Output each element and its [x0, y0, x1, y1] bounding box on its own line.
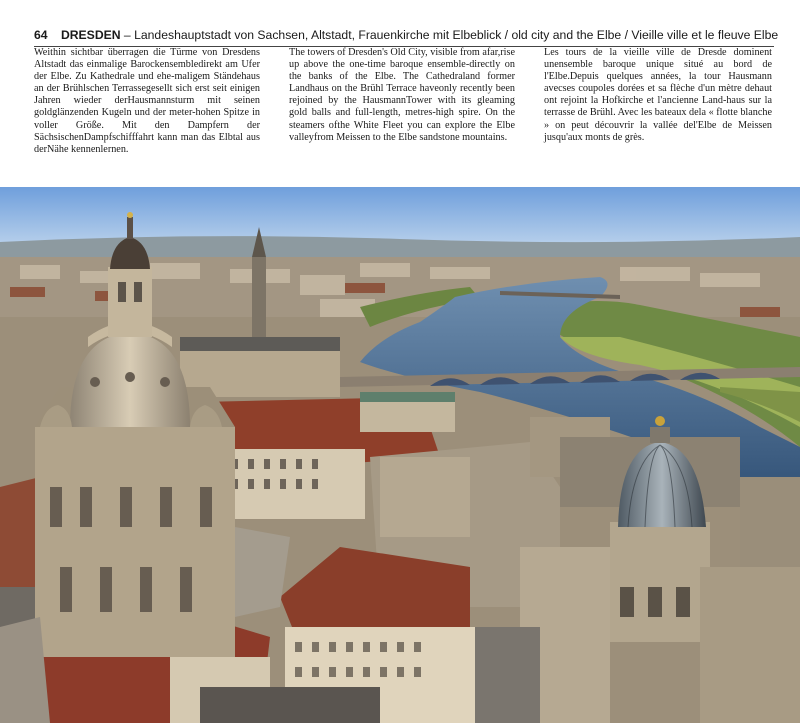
text-column-german: Weithin sichtbar überragen die Türme von Dresdens Altstadt das einmalige Barockensembledirekt am Ufer der Elbe. Zu Kathedrale und ehe-maligem Ständehaus an der Brühlschen Terrassegesellt sich erst seit einigen Jahren wieder derHausmannsturm mit seinen goldglänzenden Kugeln und der meter-hohen Spitze in voller Größe. Mit den Dampfern der SächsischenDampfschifffahrt kann man das Elbtal aus derNähe kennenlernen.	[34, 47, 260, 155]
dresden-aerial-illustration	[0, 187, 800, 723]
text-column-french: Les tours de la vieille ville de Dresde dominent unensemble baroque unique situé au bord de l'Elbe.Depuis quelques années, la tour Hausmann avecses coupoles dorées et sa flèche d'un mètre dehaut ont rejoint la Hofkirche et l'ancienne Land-haus sur la terrasse de Brühl. Avec les bateaux dela « flotte blanche » on peut découvrir la vallée del'Elbe de Meissen jusqu'aux monts de grès.	[544, 47, 772, 143]
page-number: 64	[34, 28, 48, 42]
text-column-english: The towers of Dresden's Old City, visible from afar,rise up above the one-time baroque ensemble-directly on the banks of the Elbe. The Cathedraland former Landhaus on the Brühl Terrace haveonly recently been rejoined by the HausmannTower with its gleaming gold balls and full-length, metres-high spire. On the steamers ofthe White Fleet you can explore the Elbe valleyfrom Meissen to the Elbe sandstone mountains.	[289, 47, 515, 143]
page-header	[34, 26, 779, 47]
header-title: – Landeshauptstadt von Sachsen, Altstadt, Frauenkirche mit Elbeblick / old city and the Elbe / Vieille ville et le fleuve Elbe	[120, 28, 779, 42]
city-photo	[0, 187, 800, 723]
header-place: DRESDEN	[60, 28, 121, 42]
